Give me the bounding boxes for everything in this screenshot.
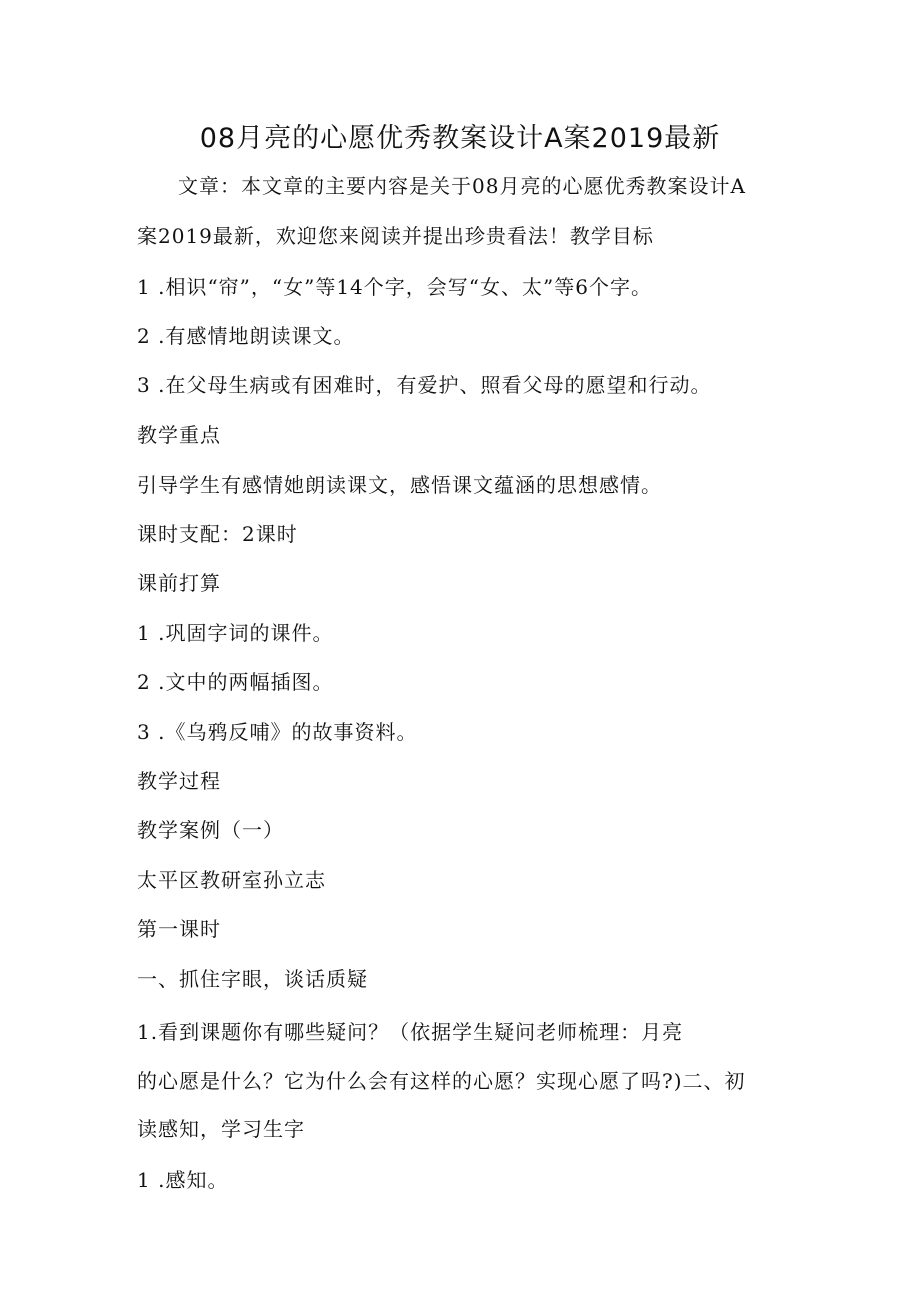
intro-line-2: 案2019最新，欢迎您来阅读并提出珍贵看法！教学目标 <box>137 224 654 248</box>
perceive-item: 1 .感知。 <box>137 1168 229 1192</box>
hours-text: 课时支配：2课时 <box>137 522 298 546</box>
intro-line-1: 文章：本文章的主要内容是关于08月亮的心愿优秀教案设计A <box>178 174 746 198</box>
question-line-3: 读感知，学习生字 <box>137 1117 305 1141</box>
goal-2: 2 .有感情地朗读课文。 <box>137 324 355 348</box>
document-title: 08月亮的心愿优秀教案设计A案2019最新 <box>199 123 721 154</box>
question-line-1: 1.看到课题你有哪些疑问？（依据学生疑问老师梳理：月亮 <box>137 1020 684 1044</box>
key-heading: 教学重点 <box>137 423 221 447</box>
case-heading: 教学案例（一） <box>137 818 284 842</box>
goal-3: 3 .在父母生病或有困难时，有爱护、照看父母的愿望和行动。 <box>137 373 712 397</box>
goal-1: 1 .相识“帘”，“女”等14个字，会写“女、太”等6个字。 <box>137 275 652 299</box>
author-line: 太平区教研室孙立志 <box>137 868 326 892</box>
question-line-2: 的心愿是什么？它为什么会有这样的心愿？实现心愿了吗?)二、初 <box>137 1069 746 1093</box>
process-heading: 教学过程 <box>137 769 221 793</box>
prep-item-3: 3 .《乌鸦反哺》的故事资料。 <box>137 720 418 744</box>
prep-item-2: 2 .文中的两幅插图。 <box>137 670 334 694</box>
step-1-heading: 一、抓住字眼，谈话质疑 <box>137 967 368 991</box>
lesson-heading: 第一课时 <box>137 917 221 941</box>
prep-item-1: 1 .巩固字词的课件。 <box>137 621 334 645</box>
key-text: 引导学生有感情她朗读课文，感悟课文蕴涵的思想感情。 <box>137 473 662 497</box>
prep-heading: 课前打算 <box>137 571 221 595</box>
